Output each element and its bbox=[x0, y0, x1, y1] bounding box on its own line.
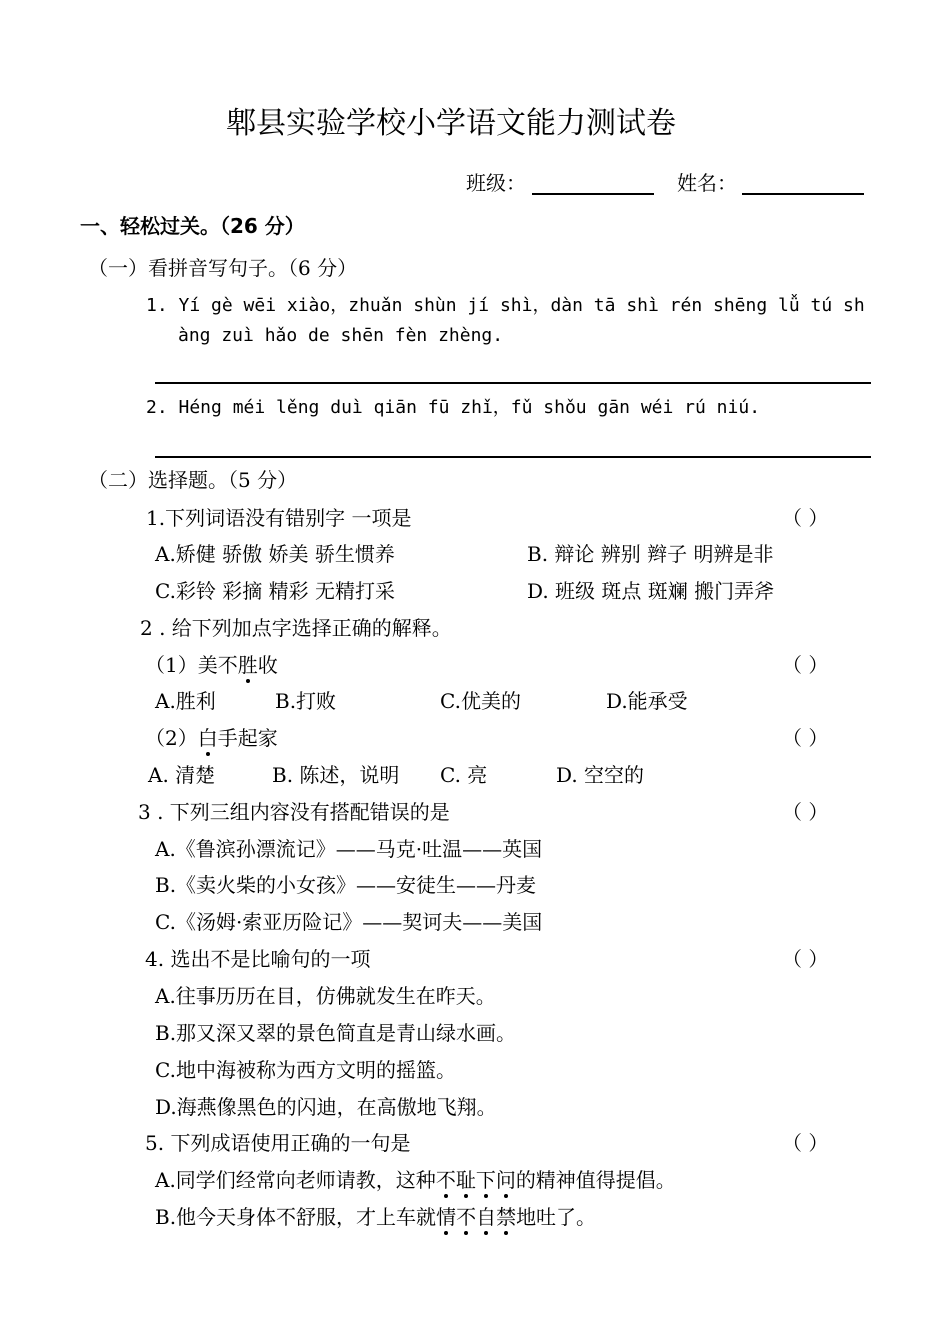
q2-sub2-option-d: D. 空空的 bbox=[556, 763, 645, 787]
pinyin-q2: 2. Héng méi lěng duì qiān fū zhǐ，fǔ shǒu gān wéi rú niú. bbox=[146, 397, 761, 418]
q2-sub1-option-b: B.打败 bbox=[275, 689, 337, 713]
q5-a-dotted-char: 不 bbox=[435, 1168, 456, 1192]
q5-b-dotted-char: 不 bbox=[456, 1205, 477, 1229]
q2-sub2 bbox=[145, 726, 278, 750]
q4-option-d: D.海燕像黑色的闪迪，在高傲地飞翔。 bbox=[155, 1095, 497, 1119]
q5-b-pre: B.他今天身体不舒服，才上车就 bbox=[155, 1205, 437, 1229]
q2-sub1-dotted-char: 胜 bbox=[237, 653, 258, 677]
q3-option-c: C.《汤姆·索亚历险记》——契诃夫——美国 bbox=[155, 910, 543, 934]
name-label: 姓名： bbox=[677, 171, 737, 195]
part1-heading: （一）看拼音写句子。（6 分） bbox=[88, 256, 358, 280]
q5-a-dotted-char: 下 bbox=[475, 1168, 496, 1192]
q5-answer-paren[interactable]: （ ） bbox=[782, 1131, 829, 1155]
q5-b-post: 地吐了。 bbox=[516, 1205, 597, 1229]
q4-answer-paren[interactable]: （ ） bbox=[782, 947, 829, 971]
q2-sub1-pre: （1）美不 bbox=[145, 653, 238, 677]
answer-line-q2[interactable] bbox=[155, 456, 871, 458]
q5-a-pre: A.同学们经常向老师请教，这种 bbox=[155, 1168, 436, 1192]
answer-line-q1[interactable] bbox=[155, 382, 871, 384]
q2-sub2-answer-paren[interactable]: （ ） bbox=[782, 726, 829, 750]
q4-option-a: A.往事历历在目，仿佛就发生在昨天。 bbox=[155, 984, 496, 1008]
q4-option-c: C.地中海被称为西方文明的摇篮。 bbox=[155, 1058, 456, 1082]
section1-heading: 一、轻松过关。（26 分） bbox=[80, 214, 305, 238]
q5-b-dotted-char: 情 bbox=[436, 1205, 457, 1229]
q5-b-dotted-char: 禁 bbox=[496, 1205, 517, 1229]
q3-stem: 3 . 下列三组内容没有搭配错误的是 bbox=[138, 800, 450, 824]
q5-stem: 5. 下列成语使用正确的一句是 bbox=[145, 1131, 411, 1155]
page-title: 郫县实验学校小学语文能力测试卷 bbox=[226, 106, 676, 141]
class-blank[interactable] bbox=[532, 193, 654, 195]
q2-sub1-post: 收 bbox=[257, 653, 278, 677]
q5-a-dotted-char: 问 bbox=[495, 1168, 516, 1192]
q2-sub2-option-a: A. 清楚 bbox=[148, 763, 216, 787]
pinyin-q1-line1: 1. Yí gè wēi xiào，zhuǎn shùn jí shì，dàn tā shì rén shēng lǚ tú sh bbox=[146, 295, 865, 316]
q2-stem: 2 . 给下列加点字选择正确的解释。 bbox=[140, 616, 452, 640]
q2-sub2-option-c: C. 亮 bbox=[440, 763, 488, 787]
q5-a-post: 的精神值得提倡。 bbox=[515, 1168, 676, 1192]
q4-option-b: B.那又深又翠的景色简直是青山绿水画。 bbox=[155, 1021, 517, 1045]
q2-sub2-pre: （2） bbox=[145, 726, 198, 750]
q2-sub2-post: 手起家 bbox=[217, 726, 278, 750]
q1-option-c: C.彩铃 彩摘 精彩 无精打采 bbox=[155, 579, 396, 603]
q2-sub1 bbox=[145, 653, 278, 677]
q1-answer-paren[interactable]: （ ） bbox=[782, 506, 829, 530]
q2-sub1-option-a: A.胜利 bbox=[155, 689, 216, 713]
q2-sub1-answer-paren[interactable]: （ ） bbox=[782, 653, 829, 677]
q5-b-dotted-char: 自 bbox=[476, 1205, 497, 1229]
pinyin-q1-line2: àng zuì hǎo de shēn fèn zhèng. bbox=[178, 325, 504, 346]
class-label: 班级： bbox=[466, 171, 526, 195]
q3-option-a: A.《鲁滨孙漂流记》——马克·吐温——英国 bbox=[155, 837, 543, 861]
q1-option-d: D. 班级 斑点 斑斓 搬门弄斧 bbox=[527, 579, 775, 603]
q3-answer-paren[interactable]: （ ） bbox=[782, 800, 829, 824]
q4-stem: 4. 选出不是比喻句的一项 bbox=[145, 947, 371, 971]
q5-option-a bbox=[155, 1168, 676, 1192]
q1-option-b: B. 辩论 辨别 辫子 明辨是非 bbox=[527, 542, 774, 566]
q1-option-a: A.矫健 骄傲 娇美 骄生惯养 bbox=[155, 542, 395, 566]
q1-stem: 1.下列词语没有错别字 一项是 bbox=[146, 506, 412, 530]
q2-sub1-option-d: D.能承受 bbox=[606, 689, 688, 713]
q2-sub2-dotted-char: 白 bbox=[197, 726, 218, 750]
q2-sub1-option-c: C.优美的 bbox=[440, 689, 521, 713]
q5-option-b bbox=[155, 1205, 596, 1229]
q2-sub2-option-b: B. 陈述，说明 bbox=[272, 763, 400, 787]
q5-a-dotted-char: 耻 bbox=[455, 1168, 476, 1192]
q3-option-b: B.《卖火柴的小女孩》——安徒生——丹麦 bbox=[155, 873, 537, 897]
part2-heading: （二）选择题。（5 分） bbox=[88, 468, 298, 492]
name-blank[interactable] bbox=[742, 193, 864, 195]
